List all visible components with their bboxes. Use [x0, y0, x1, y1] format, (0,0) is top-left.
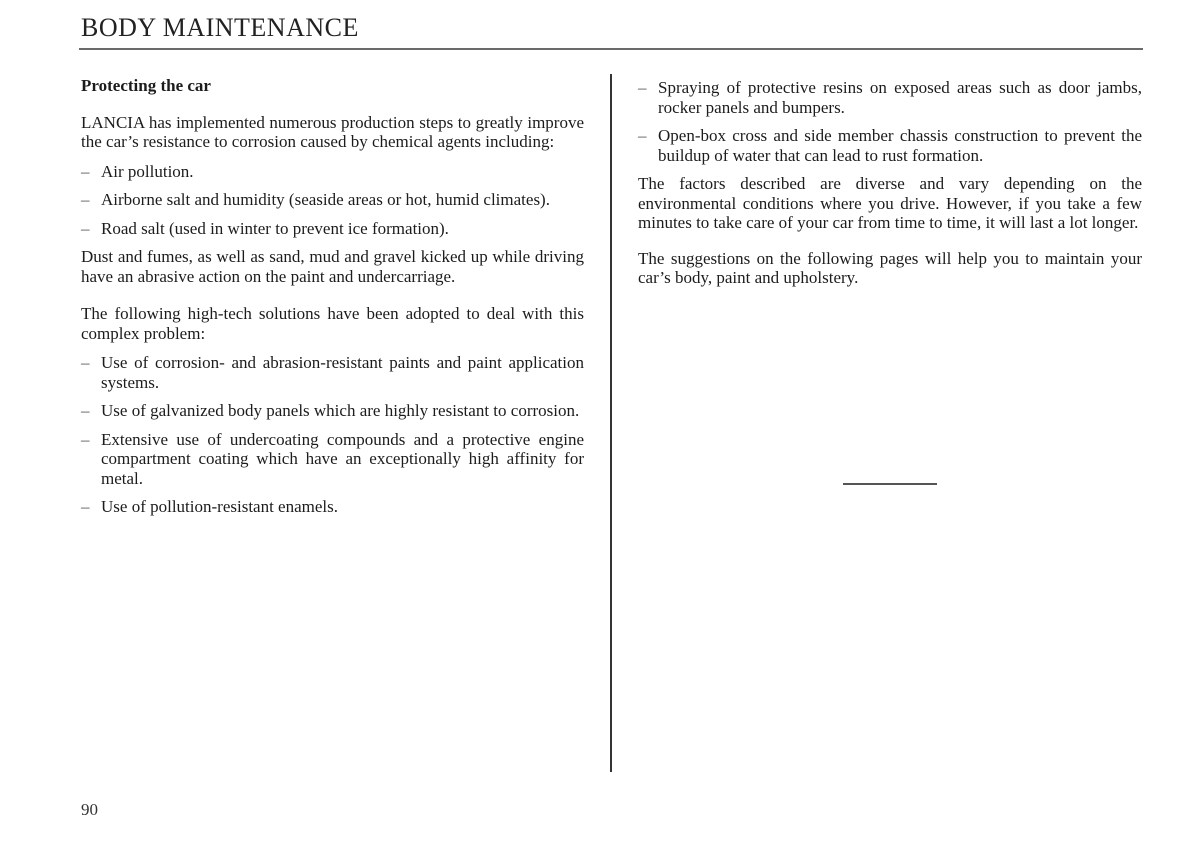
- column-divider: [610, 74, 612, 772]
- abrasion-paragraph: Dust and fumes, as well as sand, mud and gravel kicked up while driving have an abrasive action on the paint and undercarriage.: [81, 247, 584, 286]
- factors-paragraph: The factors described are diverse and vary depending on the environmental conditions where you drive. However, if you take a few minutes to take care of your car from time to time, it will last a lot longer.: [638, 174, 1142, 232]
- dash-marker: –: [81, 497, 90, 516]
- list-item: – Road salt (used in winter to prevent ice formation).: [81, 218, 449, 238]
- dash-marker: –: [81, 218, 90, 238]
- section-heading: Protecting the car: [81, 76, 211, 95]
- list-item: – Extensive use of undercoating compounds and a protective engine compartment coating which have an exceptionally high affinity for metal.: [81, 429, 584, 488]
- page-title: BODY MAINTENANCE: [81, 13, 359, 42]
- agents-list: [81, 162, 584, 239]
- dash-marker: –: [81, 401, 90, 420]
- dash-marker: –: [81, 429, 90, 449]
- list-item: – Air pollution.: [81, 161, 194, 181]
- end-of-section-rule: [843, 483, 937, 485]
- right-column: [638, 78, 1142, 288]
- left-column: [81, 76, 584, 526]
- header-rule: [79, 48, 1143, 50]
- dash-marker: –: [638, 78, 647, 97]
- solutions-intro-paragraph: The following high-tech solutions have been adopted to deal with this complex problem:: [81, 304, 584, 343]
- dash-marker: –: [81, 353, 90, 372]
- dash-marker: –: [638, 126, 647, 145]
- intro-paragraph: LANCIA has implemented numerous production steps to greatly improve the car’s resistance to corrosion caused by chemical agents including:: [81, 112, 584, 151]
- solutions-continued-list: [638, 78, 1142, 165]
- list-item: – Use of pollution-resistant enamels.: [81, 497, 339, 516]
- dash-marker: –: [81, 190, 90, 209]
- list-item: – Use of galvanized body panels which are highly resistant to corrosion.: [81, 401, 580, 420]
- page-number: 90: [81, 800, 98, 819]
- suggestions-paragraph: The suggestions on the following pages will help you to maintain your car’s body, paint and upholstery.: [638, 248, 1142, 287]
- dash-marker: –: [81, 161, 90, 181]
- solutions-list: [81, 353, 584, 517]
- list-item: – Airborne salt and humidity (seaside areas or hot, humid climates).: [81, 190, 550, 209]
- list-item: – Spraying of protective resins on exposed areas such as door jambs, rocker panels and bumpers.: [638, 78, 1142, 117]
- list-item: – Use of corrosion- and abrasion-resistant paints and paint application systems.: [81, 353, 584, 392]
- list-item: – Open-box cross and side member chassis construction to prevent the buildup of water that can lead to rust formation.: [638, 126, 1142, 165]
